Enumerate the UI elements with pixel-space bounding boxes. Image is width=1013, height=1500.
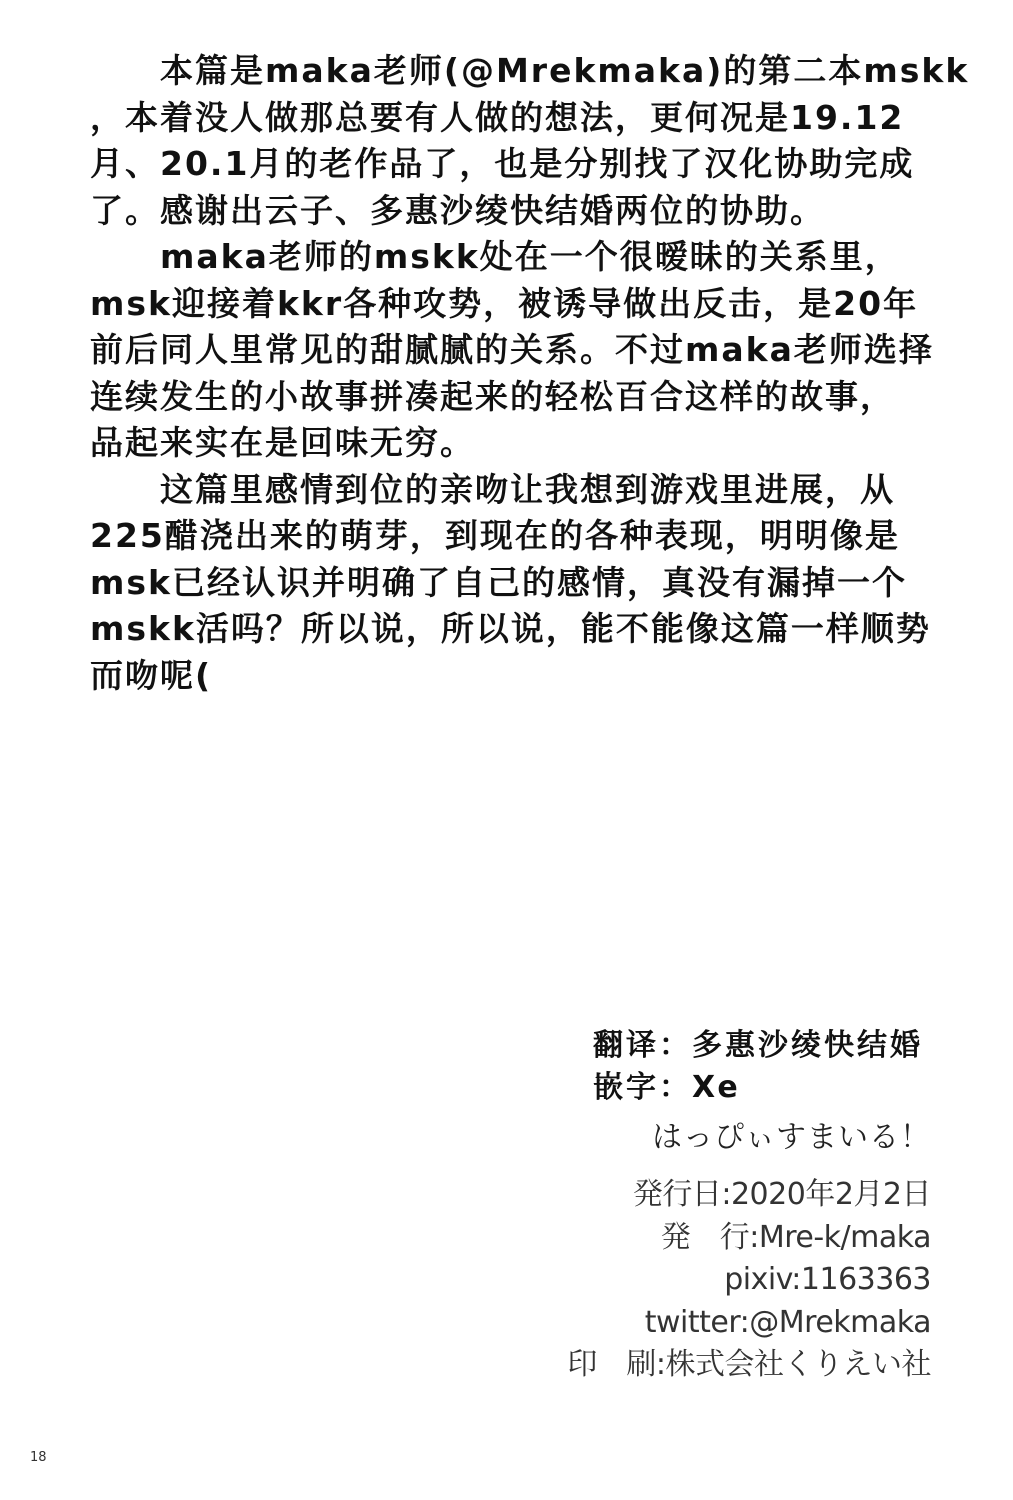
page-number: 18 [30,1450,47,1465]
afterword-line: 这篇里感情到位的亲吻让我想到游戏里进展，从 [90,469,895,509]
twitter-handle: twitter:@Mrekmaka [644,1304,931,1340]
afterword-line: msk迎接着kkr各种攻势，被诱导做出反击，是20年 [90,283,919,323]
afterword-line: 本篇是maka老师(@Mrekmaka)的第二本mskk [90,51,970,90]
publication-date: 発行日:2020年2月2日 [632,1177,931,1212]
afterword-line: ，本着没人做那总要有人做的想法，更何况是19.12 [90,97,905,137]
afterword-line: mskk活吗？所以说，所以说，能不能像这篇一样顺势 [90,609,931,648]
afterword-line: msk已经认识并明确了自己的感情，真没有漏掉一个 [90,562,907,602]
typesetter-credit: 嵌字：Xe [593,1070,741,1105]
scanlation-credits [593,1025,953,1109]
pixiv-id: pixiv:1163363 [724,1262,931,1297]
circle-name: はっぴぃすまいる！ [652,1120,931,1155]
publisher: 発 行:Mre-k/maka [660,1219,931,1255]
colophon [511,1118,931,1387]
afterword-line: maka老师的mskk处在一个很暧昧的关系里， [90,237,900,276]
afterword-line: 连续发生的小故事拼凑起来的轻松百合这样的故事， [90,376,895,416]
afterword-line: 而吻呢( [90,655,213,695]
afterword-line: 品起来实在是回味无穷。 [90,423,475,462]
afterword-line: 225醋浇出来的萌芽，到现在的各种表现，明明像是 [90,516,900,555]
translator-credit: 翻译：多惠沙绫快结婚 [593,1028,923,1063]
afterword-line: 前后同人里常见的甜腻腻的关系。不过maka老师选择 [90,330,934,369]
afterword-line: 月、20.1月的老作品了，也是分别找了汉化协助完成 [90,144,915,183]
printer: 印 刷:株式会社くりえい社 [567,1347,931,1382]
afterword-line: 了。感谢出云子、多惠沙绫快结婚两位的协助。 [90,190,825,230]
afterword-text [90,48,970,699]
